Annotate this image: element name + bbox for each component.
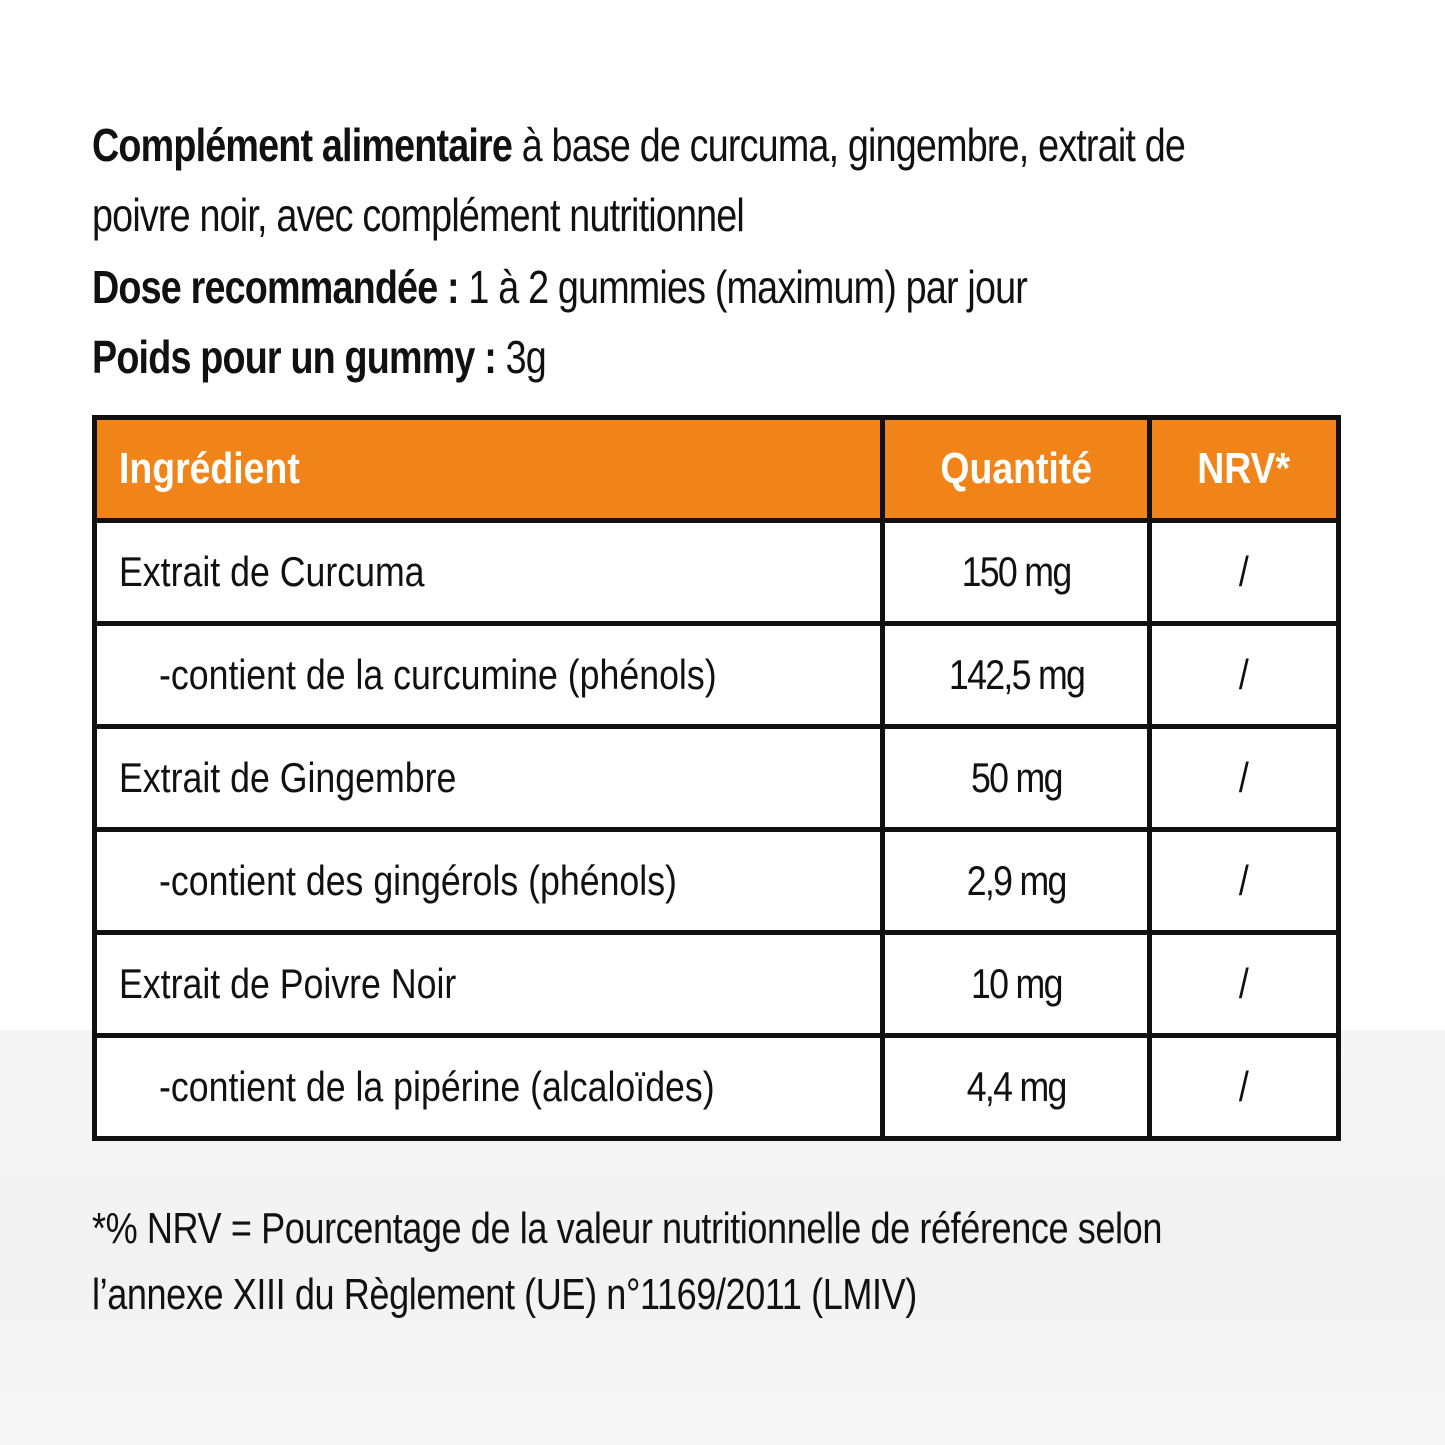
header-quantity: Quantité [883, 418, 1150, 521]
product-description [92, 110, 1186, 250]
ingredient-cell: -contient de la pipérine (alcaloïdes) [95, 1036, 883, 1139]
quantity-cell: 2,9 mg [883, 830, 1150, 933]
table-row [95, 624, 1339, 727]
nrv-footnote [92, 1196, 1162, 1328]
ingredient-cell: Extrait de Gingembre [95, 727, 883, 830]
weight-value: 3g [495, 331, 546, 383]
table-row [95, 830, 1339, 933]
nrv-cell: / [1150, 727, 1339, 830]
header-ingredient: Ingrédient [95, 418, 883, 521]
ingredient-cell: Extrait de Curcuma [95, 521, 883, 624]
quantity-cell: 150 mg [883, 521, 1150, 624]
nrv-cell: / [1150, 830, 1339, 933]
description-bold-label: Complément alimentaire [92, 119, 513, 171]
ingredient-cell: -contient des gingérols (phénols) [95, 830, 883, 933]
dose-value: 1 à 2 gummies (maximum) par jour [458, 261, 1028, 313]
header-nrv: NRV* [1150, 418, 1339, 521]
table-row [95, 727, 1339, 830]
table-row [95, 1036, 1339, 1139]
table-row [95, 521, 1339, 624]
quantity-cell: 50 mg [883, 727, 1150, 830]
table-row [95, 933, 1339, 1036]
quantity-cell: 4,4 mg [883, 1036, 1150, 1139]
ingredient-cell: Extrait de Poivre Noir [95, 933, 883, 1036]
nrv-cell: / [1150, 624, 1339, 727]
nrv-cell: / [1150, 521, 1339, 624]
footnote-line-2: l’annexe XIII du Règlement (UE) n°1169/2011 (LMIV) [92, 1270, 917, 1319]
description-line-2: poivre noir, avec complément nutritionnel [92, 189, 744, 241]
table-header-row [95, 418, 1339, 521]
ingredient-cell: -contient de la curcumine (phénols) [95, 624, 883, 727]
nrv-cell: / [1150, 933, 1339, 1036]
nrv-cell: / [1150, 1036, 1339, 1139]
quantity-cell: 10 mg [883, 933, 1150, 1036]
dose-label: Dose recommandée : [92, 261, 459, 313]
footnote-line-1: *% NRV = Pourcentage de la valeur nutritionnelle de référence selon [92, 1204, 1162, 1253]
description-line-1 [92, 110, 1186, 180]
description-line-1-rest: à base de curcuma, gingembre, extrait de [512, 119, 1186, 171]
quantity-cell: 142,5 mg [883, 624, 1150, 727]
ingredients-table [92, 415, 1341, 1141]
weight-label: Poids pour un gummy : [92, 331, 496, 383]
recommended-dose [92, 252, 1150, 322]
gummy-weight [92, 322, 1150, 392]
